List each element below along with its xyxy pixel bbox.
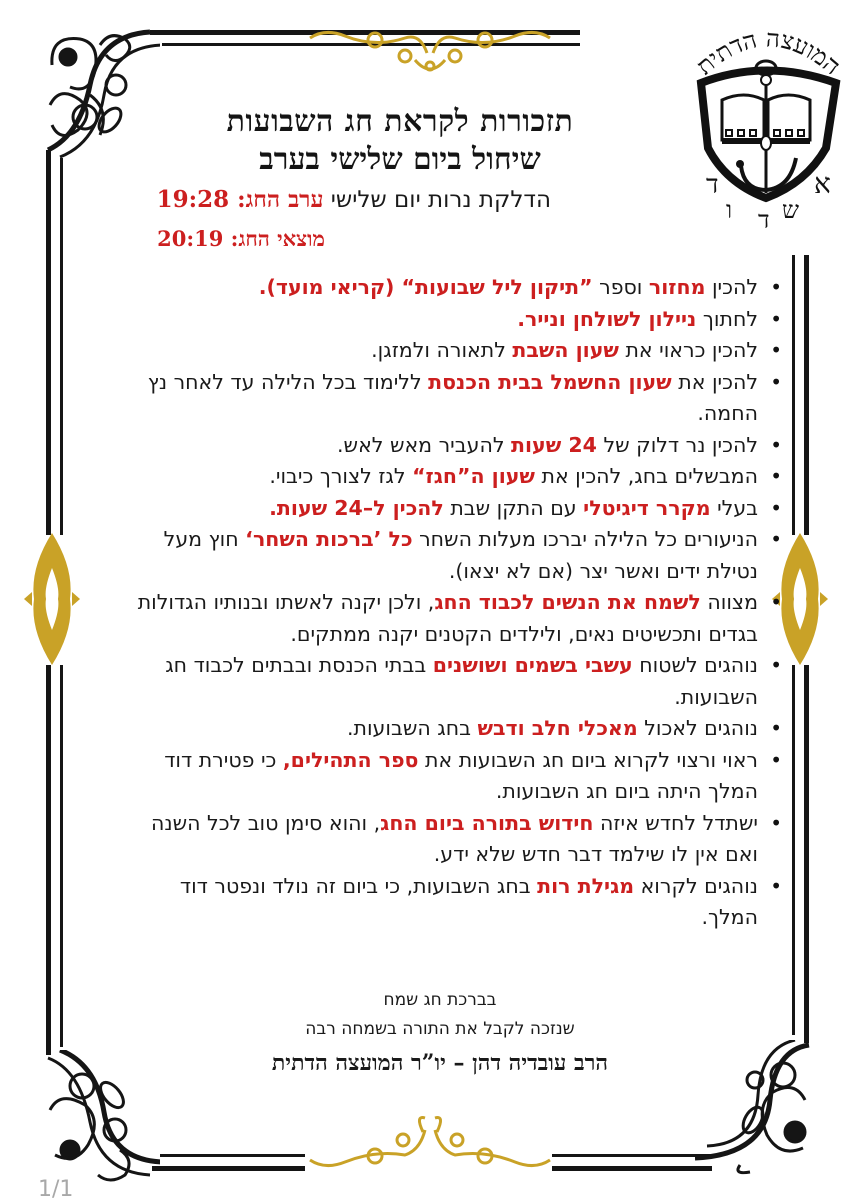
frame-bottom-inner bbox=[160, 1154, 305, 1157]
item-text: חוץ מעל נטילת ידים ואשר יצר (אם לא יצאו). bbox=[163, 527, 758, 583]
item-text: להכין bbox=[705, 275, 758, 299]
item-text: להכין את bbox=[671, 369, 758, 394]
svg-text:ד: ד bbox=[758, 206, 770, 234]
corner-ornament-bottom-left-icon bbox=[40, 1050, 160, 1190]
highlighted-text: שעון השבת bbox=[512, 338, 619, 362]
holiday-end-line bbox=[157, 226, 325, 252]
highlighted-text: ניילון לשולחן ונייר. bbox=[517, 306, 697, 331]
reminder-item bbox=[120, 808, 758, 871]
item-text: לחתוך bbox=[696, 306, 758, 331]
reminder-item bbox=[120, 272, 758, 304]
reminder-item bbox=[120, 430, 758, 462]
item-text: בעלי bbox=[710, 495, 758, 520]
highlighted-text: מאכלי חלב ודבש bbox=[477, 716, 638, 740]
page-subtitle: שיחול ביום שלישי בערב bbox=[259, 142, 541, 177]
reminders-list bbox=[120, 272, 784, 934]
frame-bottom-inner-r bbox=[552, 1154, 712, 1157]
svg-text:ד: ד bbox=[706, 170, 719, 200]
item-text: בחג השבועות, כי ביום זה נולד ונפטר דוד המלך. bbox=[179, 873, 758, 929]
candle-lighting-line bbox=[157, 186, 551, 213]
reminder-item bbox=[120, 335, 758, 367]
item-text: המבשלים בחג, להכין את bbox=[534, 464, 758, 488]
svg-text:ו: ו bbox=[726, 196, 733, 224]
reminder-item bbox=[120, 650, 758, 713]
item-text: , והוא סימן טוב לכל השנה ואם אין לו שילמד דבר חדש שלא ידע. bbox=[151, 810, 758, 866]
gold-ornament-top-icon bbox=[305, 18, 555, 78]
highlighted-text: עשבי בשמים ושושנים bbox=[432, 653, 633, 677]
item-text: לגז לצורך כיבוי. bbox=[269, 464, 413, 488]
item-text: נוהגים לשטוח bbox=[632, 653, 758, 677]
reminder-item bbox=[120, 745, 758, 808]
item-text: להכין נר דלוק של bbox=[596, 432, 758, 457]
frame-right-outer bbox=[804, 255, 809, 535]
item-text: ללימוד בכל הלילה עד לאחר נץ החמה. bbox=[147, 369, 758, 425]
item-text: נוהגים לאכול bbox=[637, 716, 758, 740]
item-text: בחג השבועות. bbox=[346, 716, 478, 740]
gold-ornament-bottom-icon bbox=[305, 1110, 555, 1170]
signature: הרב עובדיה דהן – יו”ר המועצה הדתית bbox=[271, 1050, 609, 1076]
reminder-item bbox=[120, 713, 758, 745]
item-text: מצווה bbox=[700, 590, 758, 614]
highlighted-text: מגילת רות bbox=[537, 873, 635, 898]
item-text: עם התקן שבת bbox=[443, 495, 584, 520]
frame-right-inner bbox=[792, 255, 795, 535]
item-text: , ולכן יקנה לאשתו ובנותיו הגדולות בגדים ותכשיטים נאים, ולילדים הקטנים יקנה ממתקים. bbox=[137, 590, 758, 646]
highlighted-text: ”תיקון ליל שבועות“ (קריאי מועד). bbox=[258, 275, 593, 299]
reminder-item bbox=[120, 587, 758, 650]
frame-bottom-outer-r bbox=[552, 1166, 712, 1171]
item-text: וספר bbox=[592, 275, 649, 299]
reminder-item bbox=[120, 461, 758, 493]
highlighted-text: מקרר דיגיטלי bbox=[583, 495, 711, 520]
frame-bottom-outer bbox=[152, 1166, 305, 1171]
candle-lighting-time: 19:28 bbox=[156, 186, 230, 213]
reminder-item bbox=[120, 524, 758, 587]
item-text: ראוי ורצוי לקרוא ביום חג השבועות את bbox=[418, 747, 758, 772]
shield-emblem-icon bbox=[686, 18, 851, 243]
frame-left-inner bbox=[60, 158, 63, 535]
frame-left-outer bbox=[46, 150, 51, 535]
closing-greeting: בברכת חג שמח bbox=[383, 990, 497, 1010]
page-title: תזכורות לקראת חג השבועות bbox=[226, 104, 574, 139]
frame-left-inner-low bbox=[60, 665, 63, 1047]
logo-arc-text: המועצה הדתית bbox=[690, 24, 847, 81]
candle-lighting-prefix: הדלקת נרות יום שלישי bbox=[323, 187, 551, 213]
highlighted-text: ספר התהילים, bbox=[282, 747, 419, 772]
frame-right-inner-low bbox=[792, 665, 795, 1035]
highlighted-text: לשמח את הנשים לכבוד החג bbox=[434, 590, 701, 614]
highlighted-text: 24 שעות bbox=[511, 432, 597, 457]
page-counter: 1/1 bbox=[38, 1177, 74, 1202]
item-text: הניעורים כל הלילה יברכו מעלות השחר bbox=[412, 527, 758, 551]
item-text: להכין כראוי את bbox=[618, 338, 758, 362]
frame-left-outer-low bbox=[46, 665, 51, 1055]
item-text: נוהגים לקרוא bbox=[634, 873, 758, 898]
holiday-end-label: מוצאי החג: bbox=[223, 226, 325, 251]
religious-council-logo bbox=[686, 18, 851, 243]
highlighted-text: חידוש בתורה ביום החג bbox=[380, 810, 594, 835]
svg-text:ש: ש bbox=[782, 196, 799, 224]
holiday-end-time: 20:19 bbox=[157, 226, 224, 251]
highlighted-text: שעון ה”חגז“ bbox=[412, 464, 535, 488]
item-text: להעביר מאש לאש. bbox=[337, 432, 512, 457]
item-text: לתאורה ולמזגן. bbox=[371, 338, 513, 362]
frame-right-outer-low bbox=[804, 665, 809, 1043]
reminder-item bbox=[120, 493, 758, 525]
candle-lighting-label: ערב החג: bbox=[229, 186, 324, 213]
highlighted-text: כל ’ברכות השחר‘ bbox=[245, 527, 413, 551]
svg-text:א: א bbox=[814, 167, 831, 200]
item-text: כי פטירת דוד המלך היתה ביום חג השבועות. bbox=[164, 747, 758, 803]
highlighted-text: מחזור bbox=[648, 275, 706, 299]
item-text: בבתי הכנסת ובבתים לכבוד חג השבועות. bbox=[165, 653, 758, 709]
reminder-item bbox=[120, 304, 758, 336]
highlighted-text: שעון החשמל בבית הכנסת bbox=[428, 369, 672, 394]
reminder-item bbox=[120, 367, 758, 430]
reminder-item bbox=[120, 871, 758, 934]
gold-ornament-left-icon bbox=[22, 528, 82, 670]
highlighted-text: להכין ל–24 שעות. bbox=[269, 495, 444, 520]
item-text: ישתדל לחדש איזה bbox=[593, 810, 758, 835]
closing-blessing: שנזכה לקבל את התורה בשמחה רבה bbox=[305, 1019, 575, 1039]
